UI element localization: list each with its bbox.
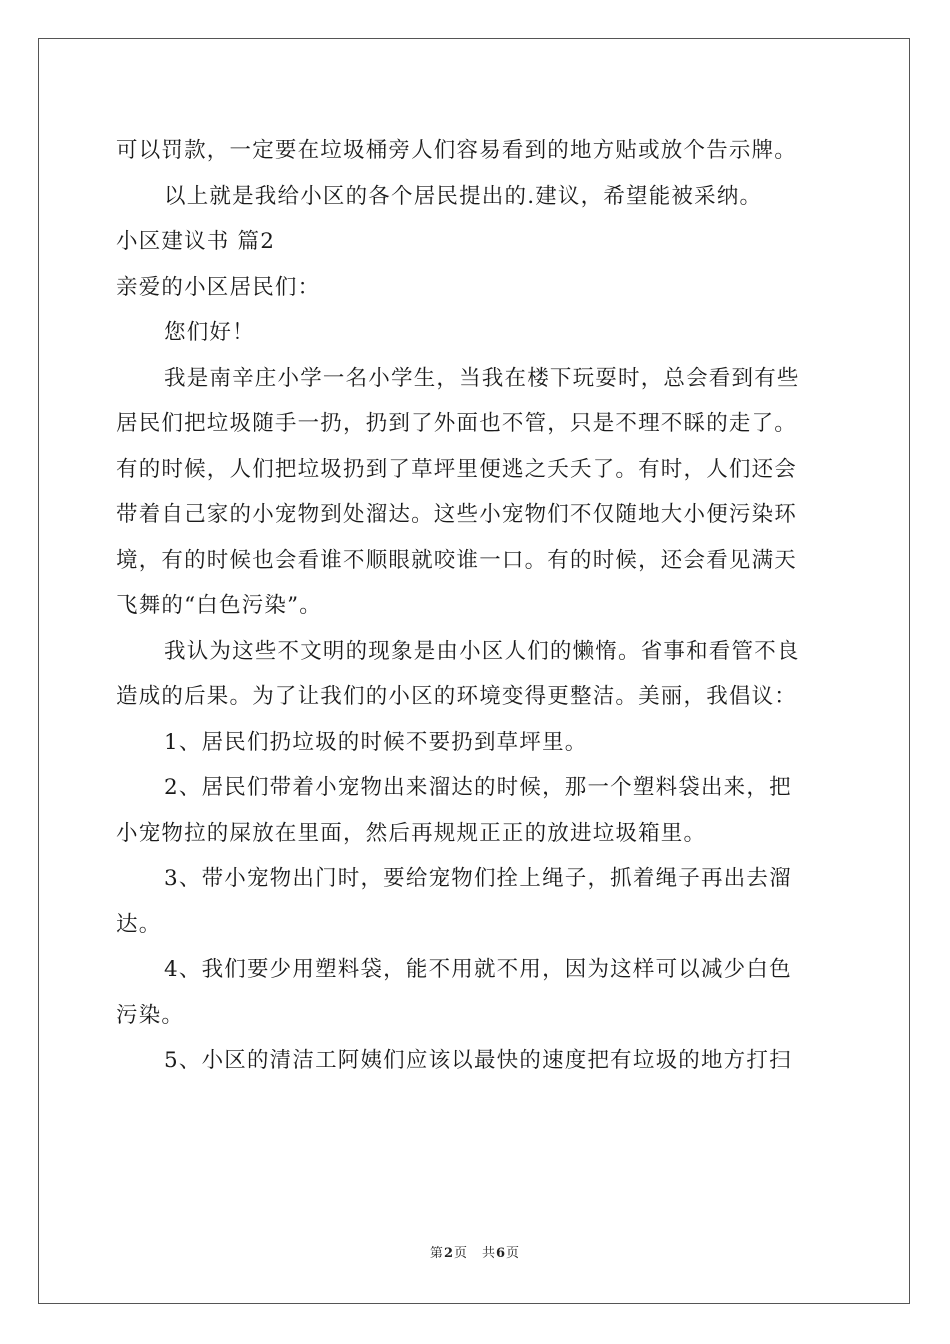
section-heading: 小区建议书 篇2 bbox=[116, 229, 276, 254]
text-line: 飞舞的“白色污染”。 bbox=[116, 593, 322, 618]
text-line: 小宠物拉的屎放在里面，然后再规规正正的放进垃圾箱里。 bbox=[116, 820, 707, 846]
text-line: 达。 bbox=[116, 911, 162, 937]
text-line: 居民们把垃圾随手一扔，扔到了外面也不管，只是不理不睬的走了。 bbox=[116, 411, 798, 436]
page-mid: 页 共 bbox=[453, 1246, 496, 1261]
text-line: 污染。 bbox=[116, 1002, 185, 1028]
text-line: 有的时候，人们把垃圾扔到了草坪里便逃之夭夭了。有时，人们还会 bbox=[116, 456, 798, 482]
text-line: 我认为这些不文明的现象是由小区人们的懒惰。省事和看管不良 bbox=[164, 638, 800, 664]
text-line: 境，有的时候也会看谁不顺眼就咬谁一口。有的时候，还会看见满天 bbox=[116, 547, 798, 573]
page-number: 2 bbox=[443, 1246, 454, 1261]
document-body bbox=[116, 128, 838, 1084]
page-total: 6 bbox=[496, 1246, 507, 1261]
list-item: 3、带小宠物出门时，要给宠物们拴上绳子，抓着绳子再出去溜 bbox=[164, 866, 792, 891]
text-line: 我是南辛庄小学一名小学生，当我在楼下玩耍时，总会看到有些 bbox=[164, 365, 800, 391]
page-prefix: 第 bbox=[429, 1246, 444, 1261]
text-line: 造成的后果。为了让我们的小区的环境变得更整洁。美丽，我倡议： bbox=[116, 684, 798, 709]
salutation: 亲爱的小区居民们： bbox=[116, 274, 321, 300]
page-suffix: 页 bbox=[506, 1246, 521, 1261]
list-item: 5、小区的清洁工阿姨们应该以最快的速度把有垃圾的地方打扫 bbox=[164, 1048, 792, 1073]
page-footer bbox=[0, 1242, 950, 1261]
text-line: 带着自己家的小宠物到处溜达。这些小宠物们不仅随地大小便污染环 bbox=[116, 502, 798, 527]
text-line: 以上就是我给小区的各个居民提出的.建议，希望能被采纳。 bbox=[164, 183, 763, 209]
list-item: 4、我们要少用塑料袋，能不用就不用，因为这样可以减少白色 bbox=[164, 957, 792, 982]
list-item: 1、居民们扔垃圾的时候不要扔到草坪里。 bbox=[164, 729, 588, 755]
greeting: 您们好！ bbox=[164, 320, 255, 345]
list-item: 2、居民们带着小宠物出来溜达的时候，那一个塑料袋出来，把 bbox=[164, 775, 792, 800]
text-line: 可以罚款，一定要在垃圾桶旁人们容易看到的地方贴或放个告示牌。 bbox=[116, 138, 798, 163]
